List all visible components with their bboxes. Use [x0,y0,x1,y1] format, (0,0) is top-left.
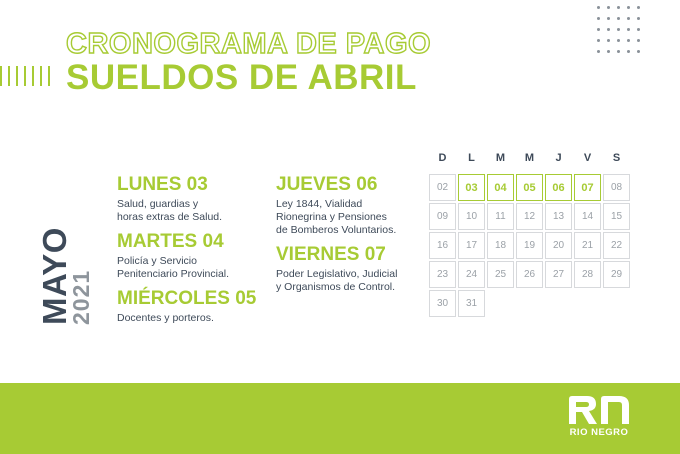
calendar-day: 30 [429,290,456,317]
schedule-description: Poder Legislativo, Judicial y Organismos de Control. [276,268,398,293]
month-year: 2021 [68,269,94,325]
schedule-description: Policía y Servicio Penitenciario Provincial. [117,255,230,280]
calendar-day: 26 [516,261,543,288]
calendar-day-highlighted: 07 [574,174,601,201]
calendar-day-highlighted: 06 [545,174,572,201]
weekday-label: D [438,152,447,164]
calendar-day: 14 [574,203,601,230]
weekday-label: S [612,152,621,164]
rn-logo-icon [567,395,631,425]
rio-negro-logo [566,395,632,438]
calendar [429,152,630,317]
calendar-day: 22 [603,232,630,259]
calendar-day: 23 [429,261,456,288]
calendar-weekday-header [429,152,630,164]
calendar-day: 21 [574,232,601,259]
schedule-description: Docentes y porteros. [117,312,214,324]
schedule-day: VIERNES 07 [276,244,386,265]
calendar-day: 11 [487,203,514,230]
title-main: SUELDOS DE ABRIL [66,58,417,97]
weekday-label: V [583,152,592,164]
calendar-day: 09 [429,203,456,230]
title-outline: CRONOGRAMA DE PAGO [66,28,432,60]
calendar-day: 29 [603,261,630,288]
decorative-stripes [0,66,50,86]
calendar-day: 13 [545,203,572,230]
calendar-day: 19 [516,232,543,259]
vertical-month-label [36,222,94,330]
calendar-day-highlighted: 03 [458,174,485,201]
schedule-description: Ley 1844, Vialidad Rionegrina y Pensiones de Bomberos Voluntarios. [276,198,397,236]
calendar-day: 15 [603,203,630,230]
decorative-dots [597,6,640,53]
schedule-day: MARTES 04 [117,231,224,252]
schedule-day: JUEVES 06 [276,174,378,195]
schedule-description: Salud, guardias y horas extras de Salud. [117,198,223,223]
schedule-day: LUNES 03 [117,174,208,195]
calendar-day: 18 [487,232,514,259]
calendar-day: 17 [458,232,485,259]
calendar-grid [429,174,630,317]
calendar-day: 02 [429,174,456,201]
calendar-day-highlighted: 05 [516,174,543,201]
footer-bar [0,383,680,454]
weekday-label: M [524,152,535,164]
schedule-entry-lunes [117,174,222,224]
calendar-day: 16 [429,232,456,259]
weekday-label: M [495,152,506,164]
calendar-day: 08 [603,174,630,201]
schedule-entry-viernes [276,244,397,294]
weekday-label: L [468,152,475,164]
calendar-day: 12 [516,203,543,230]
calendar-day-highlighted: 04 [487,174,514,201]
calendar-day: 20 [545,232,572,259]
schedule-entry-martes [117,231,229,281]
schedule-entry-miercoles [117,288,256,325]
weekday-label: J [555,152,562,164]
schedule-day: MIÉRCOLES 05 [117,288,257,309]
calendar-day: 25 [487,261,514,288]
logo-text: RIO NEGRO [569,427,629,438]
calendar-day: 10 [458,203,485,230]
calendar-day: 31 [458,290,485,317]
month-name: MAYO [36,227,73,325]
schedule-entry-jueves [276,174,396,237]
calendar-day: 28 [574,261,601,288]
calendar-day: 24 [458,261,485,288]
calendar-day: 27 [545,261,572,288]
